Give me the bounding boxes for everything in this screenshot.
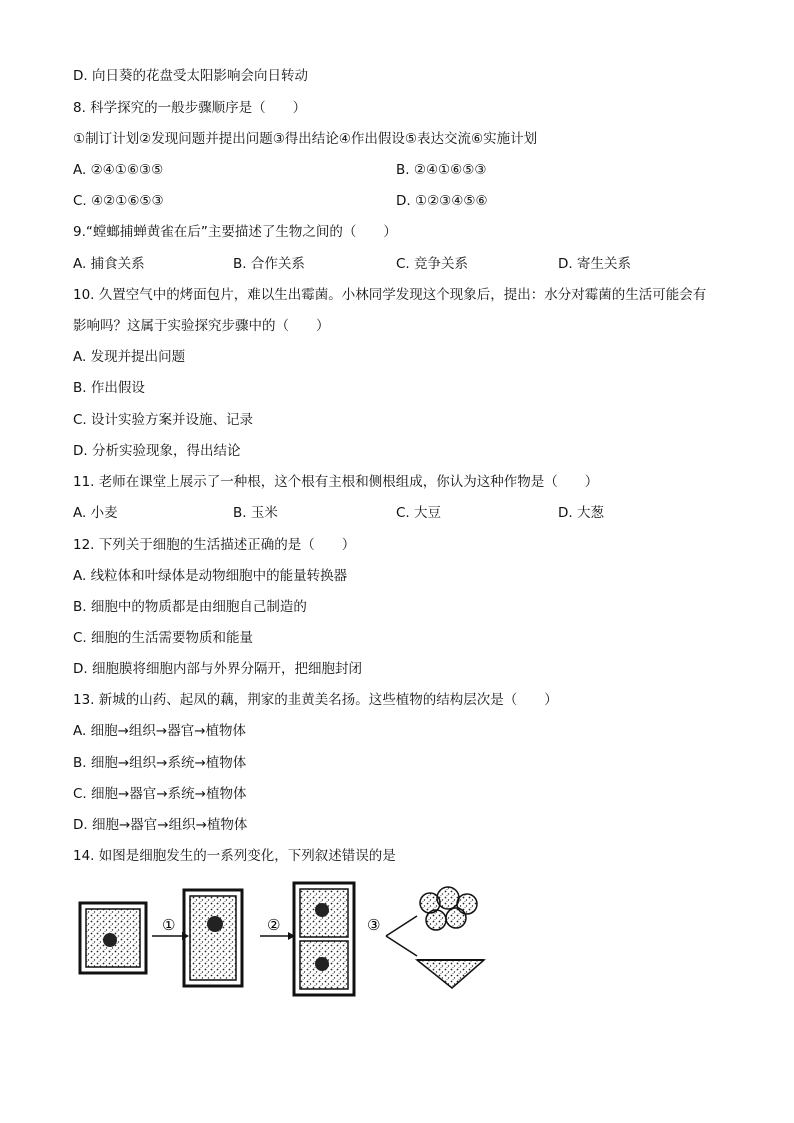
question-13: 13. 新城的山药、起凤的藕，荆家的韭黄美名扬。这些植物的结构层次是（ ） (73, 692, 558, 708)
arrow-label-1: ① (162, 916, 176, 934)
cell-divided (294, 883, 354, 995)
q9-option-c: C. 竞争关系 (396, 256, 469, 272)
question-12: 12. 下列关于细胞的生活描述正确的是（ ） (73, 537, 356, 553)
q11-option-a: A. 小麦 (73, 505, 118, 521)
arrow-label-3: ③ (367, 916, 381, 934)
q12-option-b: B. 细胞中的物质都是由细胞自己制造的 (73, 599, 307, 615)
q9-option-d: D. 寄生关系 (558, 256, 631, 272)
question-10-line-2: 影响吗？这属于实验探究步骤中的（ ） (73, 318, 330, 334)
tissue-cluster (420, 887, 477, 930)
question-8: 8. 科学探究的一般步骤顺序是（ ） (73, 100, 307, 116)
q11-option-b: B. 玉米 (233, 505, 278, 521)
q8-option-d: D. ①②③④⑤⑥ (396, 193, 488, 209)
arrow-label-2: ② (267, 916, 281, 934)
q9-option-a: A. 捕食关系 (73, 256, 145, 272)
tissue-layer (417, 960, 484, 988)
q11-option-d: D. 大葱 (558, 505, 604, 521)
q13-option-b: B. 细胞→组织→系统→植物体 (73, 755, 247, 771)
q13-option-c: C. 细胞→器官→系统→植物体 (73, 786, 247, 802)
q12-option-a: A. 线粒体和叶绿体是动物细胞中的能量转换器 (73, 568, 348, 584)
q12-option-c: C. 细胞的生活需要物质和能量 (73, 630, 254, 646)
arrow-3 (386, 916, 417, 956)
question-8-steps: ①制订计划②发现问题并提出问题③得出结论④作出假设⑤表达交流⑥实施计划 (73, 131, 538, 147)
cell-grown (184, 890, 242, 986)
q13-option-a: A. 细胞→组织→器官→植物体 (73, 723, 247, 739)
cell-initial (80, 903, 146, 973)
q10-option-a: A. 发现并提出问题 (73, 349, 186, 365)
question-10-line-1: 10. 久置空气中的烤面包片，难以生出霉菌。小林同学发现这个现象后，提出：水分对霉菌的生活可能会有 (73, 287, 707, 303)
q8-option-c: C. ④②①⑥⑤③ (73, 193, 164, 209)
q11-option-c: C. 大豆 (396, 505, 442, 521)
q10-option-d: D. 分析实验现象，得出结论 (73, 443, 241, 459)
q13-option-d: D. 细胞→器官→组织→植物体 (73, 817, 248, 833)
question-11: 11. 老师在课堂上展示了一种根，这个根有主根和侧根组成，你认为这种作物是（ ） (73, 474, 599, 490)
q7-option-d: D. 向日葵的花盘受太阳影响会向日转动 (73, 68, 308, 84)
question-14: 14. 如图是细胞发生的一系列变化，下列叙述错误的是 (73, 848, 396, 864)
cell-change-figure (72, 878, 502, 1003)
q12-option-d: D. 细胞膜将细胞内部与外界分隔开，把细胞封闭 (73, 661, 362, 677)
q10-option-b: B. 作出假设 (73, 380, 145, 396)
q8-option-a: A. ②④①⑥③⑤ (73, 162, 164, 178)
q8-option-b: B. ②④①⑥⑤③ (396, 162, 487, 178)
q9-option-b: B. 合作关系 (233, 256, 305, 272)
q10-option-c: C. 设计实验方案并设施、记录 (73, 412, 254, 428)
question-9: 9.“螳螂捕蝉黄雀在后”主要描述了生物之间的（ ） (73, 224, 397, 240)
